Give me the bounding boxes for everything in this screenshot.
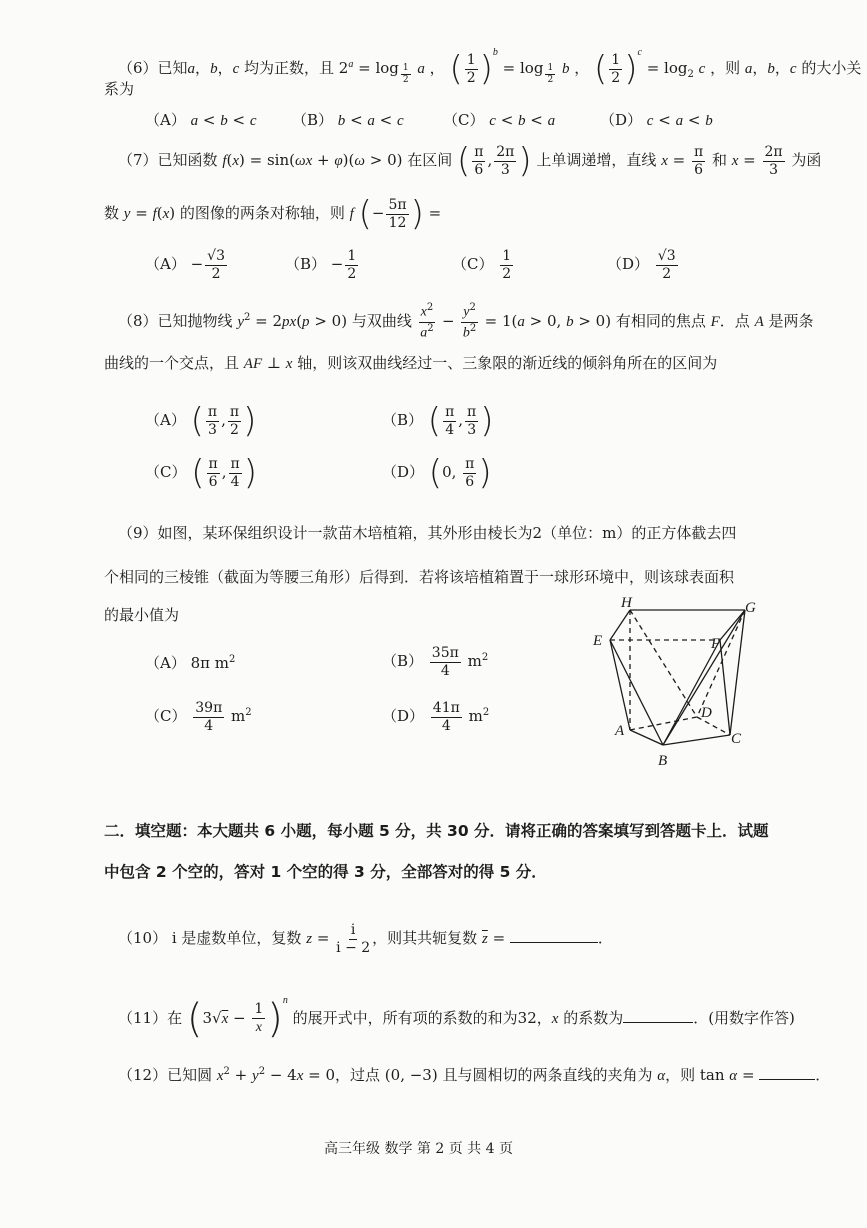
question-9-line1: （9）如图，某环保组织设计一款苗木培植箱，其外形由棱长为2（单位：m）的正方体截去四 (118, 524, 737, 542)
label-F: F (711, 636, 721, 652)
edge-EA (610, 640, 630, 730)
q7-option-c: （C） $\frac{1}{2}$ (452, 247, 512, 282)
question-6-line1: （6）已知a，b，c 均为正数，且 $2^a = \log$ $_{\frac{1}{2}}$ a ， ( $\frac{1}{2}$ )$^b$ = log $_{\frac{1}{2}}$ b ， ( $\frac{1}{2}$ )$^c = \log_2 c$ ，则 a，b，c 的大小关 (118, 47, 862, 89)
label-B: B (658, 753, 668, 769)
edge-GD-dashed (697, 610, 745, 717)
q11-answer-blank[interactable] (623, 1008, 693, 1023)
label-H: H (621, 595, 632, 611)
q8-option-d: （D） (0, $\frac{\pi}{6}$ ) (382, 453, 492, 493)
page-footer: 高三年级 数学 第 2 页 共 4 页 (324, 1141, 513, 1157)
edge-BC (663, 735, 730, 745)
section-2-heading-line2: 中包含 2 个空的，答对 1 个空的得 3 分，全部答对的得 5 分． (104, 863, 547, 881)
q8-option-b: （B） ( $\frac{\pi}{4}$ , $\frac{\pi}{3}$ ) (382, 401, 494, 441)
question-11: （11）在 (3√x − $\frac{1}{x}$ )$^n$ 的展开式中，所有项的系数的和为32，x 的系数为 ．(用数字作答) (118, 995, 795, 1042)
q8-option-a: （A） ( $\frac{\pi}{3}$ , $\frac{\pi}{2}$ ) (145, 401, 257, 441)
q7-option-a: （A） − $\frac{√3}{2}$ (145, 247, 225, 282)
section-2-heading-line1: 二．填空题：本大题共 6 小题，每小题 5 分，共 30 分．请将正确的答案填写到答题卡上．试题 (104, 822, 769, 840)
label-A: A (615, 723, 625, 739)
question-10: （10） i 是虚数单位，复数 z = $\frac{i}{i - 2}$ ，则其共轭复数 $\overline{z}$ = ． (118, 921, 613, 956)
label-C: C (731, 731, 742, 747)
q7-option-b: （B） − $\frac{1}{2}$ (285, 247, 357, 282)
question-12: （12）已知圆 $x^2 + y^2 - 4x = 0$，过点 (0, −3) 且与圆相切的两条直线的夹角为 α，则 tan α = ． (118, 1066, 831, 1084)
question-7-line1: （7）已知函数 f(x) = sin(ωx + φ)(ω > 0) 在区间 ( $\frac{\pi}{6}$ , $\frac{2\pi}{3}$ ) 上单调递增，直线 x = $\frac{\pi}{6}$ 和 x = $\frac{2\pi}{3}$ 为函 (118, 141, 822, 181)
question-9-line3: 的最小值为 (104, 606, 180, 624)
question-8-line1: （8）已知抛物线 $y^2 = 2px(p > 0)$ 与双曲线 $\frac{x^2}{a^2}$ − $\frac{y^2}{b^2}$ = 1(a > 0, b > 0) 有相同的焦点 F．点 A 是两条 (118, 302, 814, 341)
q6-option-d: （D） c < a < b (600, 111, 713, 129)
edge-AB (630, 730, 663, 745)
q6-option-b: （B） b < a < c (292, 111, 404, 129)
q9-option-b: （B） $\frac{35\pi}{4}$ $m^2$ (382, 644, 489, 679)
question-9-line2: 个相同的三棱锥（截面为等腰三角形）后得到．若将该培植箱置于一球形环境中，则该球表面积 (104, 568, 735, 586)
edge-FB (663, 640, 720, 745)
q8-option-c: （C） ( $\frac{\pi}{6}$ , $\frac{\pi}{4}$ ) (145, 453, 257, 493)
q9-option-a: （A） 8π $m^2$ (145, 654, 236, 672)
edge-AD-dashed (630, 717, 697, 730)
question-6-line2: 系为 (104, 80, 135, 98)
q9-option-d: （D） $\frac{41\pi}{4}$ $m^2$ (382, 699, 490, 734)
edge-GC (730, 610, 745, 735)
q9-option-c: （C） $\frac{39\pi}{4}$ $m^2$ (145, 699, 252, 734)
edge-FG (720, 610, 745, 640)
polyhedron-figure (585, 595, 765, 775)
q10-answer-blank[interactable] (510, 928, 598, 943)
q7-option-d: （D） $\frac{√3}{2}$ (607, 247, 676, 282)
edge-EH (610, 610, 630, 640)
label-G: G (745, 600, 756, 616)
question-8-line2: 曲线的一个交点，且 AF ⊥ x 轴，则该双曲线经过一、三象限的渐近线的倾斜角所在的区间为 (104, 354, 718, 372)
q6-option-c: （C） c < b < a (443, 111, 556, 129)
q6-option-a: （A） a < b < c (145, 111, 257, 129)
label-E: E (593, 633, 603, 649)
edge-GB (663, 610, 745, 745)
q12-answer-blank[interactable] (759, 1065, 815, 1080)
question-7-line2: 数 y = f(x) 的图像的两条对称轴，则 f (− $\frac{5\pi}{12}$ ) = (104, 194, 442, 234)
label-D: D (701, 705, 712, 721)
